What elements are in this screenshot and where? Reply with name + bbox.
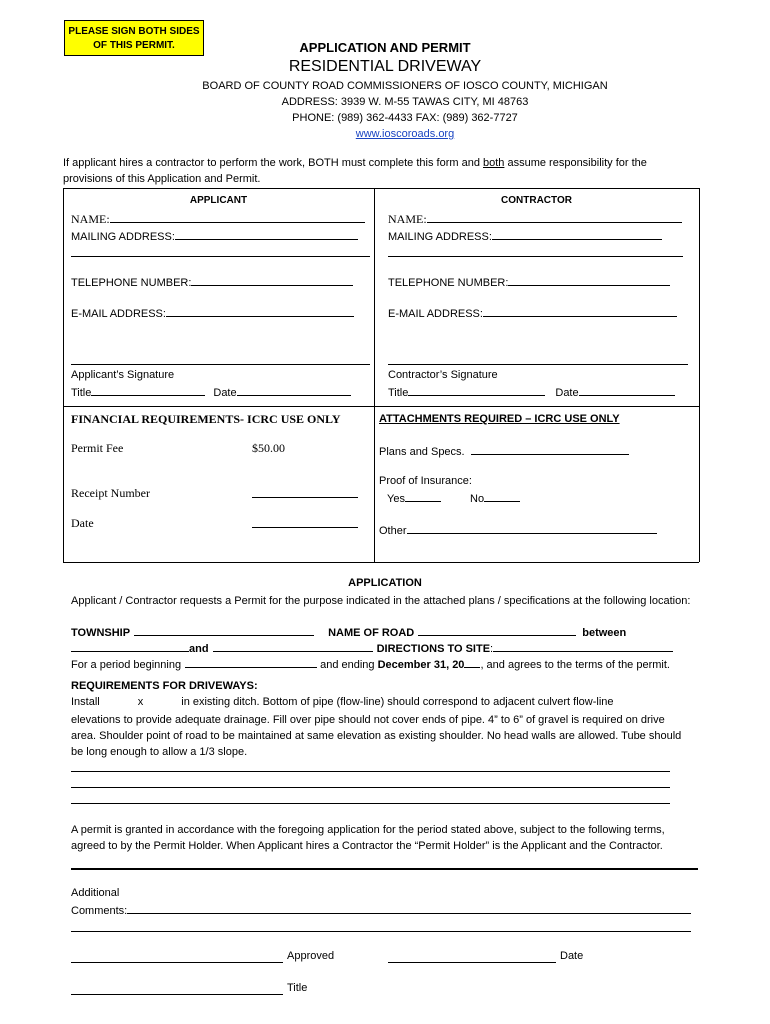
comments-label-1: Additional <box>71 887 120 899</box>
applicant-title-date-field[interactable]: Title Date <box>71 385 351 399</box>
insurance-no-field[interactable]: No <box>470 491 520 505</box>
table-right-border <box>699 188 700 562</box>
table-section-divider <box>63 406 699 407</box>
contractor-mailing-field[interactable]: MAILING ADDRESS: <box>388 229 662 243</box>
applicant-signature-label: Applicant’s Signature <box>71 369 175 381</box>
attachments-other-field[interactable]: Other <box>379 523 657 537</box>
receipt-number-line[interactable] <box>252 497 358 498</box>
approval-title-line[interactable] <box>71 994 283 995</box>
approved-label: Approved <box>287 950 335 962</box>
contractor-email-field[interactable]: E-MAIL ADDRESS: <box>388 306 677 320</box>
insurance-yes-field[interactable]: Yes <box>387 491 441 505</box>
requirements-body: elevations to provide adequate drainage. Fill over pipe should not cover ends of pipe. 4” to 6” of gravel is required on drive area. Shoulder point of road to be maintained at same elevation as existing shoulder. No head walls are allowed. Tube should be long enough to allow a 1/3 slope. <box>71 714 682 758</box>
requirements-blank-line-3[interactable] <box>71 803 670 804</box>
notice-line-2: OF THIS PERMIT. <box>93 40 175 51</box>
applicant-telephone-field[interactable]: TELEPHONE NUMBER: <box>71 275 353 289</box>
install-line: Install x in existing ditch. Bottom of pipe (flow-line) should correspond to adjacent culvert flow-line <box>71 696 614 708</box>
financial-date-label: Date <box>71 516 94 530</box>
install-x: x <box>137 696 144 708</box>
plans-specs-field[interactable]: Plans and Specs. <box>379 444 629 458</box>
table-top-border <box>63 188 699 189</box>
application-request-text: Applicant / Contractor requests a Permit for the purpose indicated in the attached plans / specifications at the following location: <box>71 595 691 607</box>
organization-website-link[interactable]: www.ioscoroads.org <box>355 128 455 140</box>
notice-line-1: PLEASE SIGN BOTH SIDES <box>68 26 200 37</box>
table-middle-divider <box>374 188 375 562</box>
approved-signature-line[interactable] <box>71 962 283 963</box>
approval-date-line[interactable] <box>388 962 556 963</box>
contractor-signature-line[interactable] <box>388 364 688 365</box>
contractor-title-date-field[interactable]: Title Date <box>388 385 675 399</box>
and-directions-line[interactable]: and DIRECTIONS TO SITE: <box>71 641 673 655</box>
contractor-signature-label: Contractor’s Signature <box>388 369 498 381</box>
applicant-signature-line[interactable] <box>71 364 370 365</box>
form-subtitle: RESIDENTIAL DRIVEWAY <box>288 58 482 75</box>
table-bottom-border <box>63 562 699 563</box>
proof-of-insurance-label: Proof of Insurance: <box>379 475 472 487</box>
grant-separator <box>71 868 698 870</box>
permit-fee-label: Permit Fee <box>71 441 124 455</box>
applicant-heading: APPLICANT <box>189 195 248 204</box>
organization-name: BOARD OF COUNTY ROAD COMMISSIONERS OF IOSCO COUNTY, MICHIGAN <box>202 80 608 92</box>
financial-date-line[interactable] <box>252 527 358 528</box>
organization-phone: PHONE: (989) 362-4433 FAX: (989) 362-7727 <box>292 112 518 124</box>
requirements-blank-line-1[interactable] <box>71 771 670 772</box>
applicant-name-field[interactable]: NAME: <box>71 212 365 227</box>
intro-paragraph: If applicant hires a contractor to perform the work, BOTH must complete this form and both assume responsibility for the provisions of this Application and Permit. <box>63 157 647 185</box>
table-left-border <box>63 188 64 562</box>
both-emphasis: both <box>483 157 505 169</box>
applicant-mailing-line-2[interactable] <box>71 256 370 257</box>
comments-line-2[interactable] <box>71 931 691 932</box>
application-heading: APPLICATION <box>348 577 422 589</box>
contractor-mailing-line-2[interactable] <box>388 256 683 257</box>
approval-date-label: Date <box>560 950 584 962</box>
organization-address: ADDRESS: 3939 W. M-55 TAWAS CITY, MI 48763 <box>281 96 529 108</box>
requirements-blank-line-2[interactable] <box>71 787 670 788</box>
receipt-number-label: Receipt Number <box>71 486 150 500</box>
applicant-mailing-field[interactable]: MAILING ADDRESS: <box>71 229 358 243</box>
form-title: APPLICATION AND PERMIT <box>299 40 471 55</box>
grant-text: A permit is granted in accordance with the foregoing application for the period stated above, subject to the following terms, agreed to by the Permit Holder. When Applicant hires a Contractor the “Permit Holder” is the Applicant and the Contractor. <box>71 824 665 852</box>
period-line[interactable]: For a period beginning and ending December 31, 20 , and agrees to the terms of the permit. <box>71 659 670 671</box>
requirements-heading: REQUIREMENTS FOR DRIVEWAYS: <box>71 680 258 692</box>
contractor-telephone-field[interactable]: TELEPHONE NUMBER: <box>388 275 670 289</box>
applicant-email-field[interactable]: E-MAIL ADDRESS: <box>71 306 354 320</box>
attachments-heading: ATTACHMENTS REQUIRED – ICRC USE ONLY <box>379 413 620 425</box>
contractor-name-field[interactable]: NAME: <box>388 212 682 227</box>
township-road-line[interactable]: TOWNSHIP NAME OF ROAD between <box>71 627 627 639</box>
comments-field[interactable]: Comments: <box>71 903 691 917</box>
approval-title-label: Title <box>287 982 308 994</box>
financial-heading: FINANCIAL REQUIREMENTS- ICRC USE ONLY <box>71 412 341 426</box>
permit-fee-value: $50.00 <box>252 441 285 455</box>
contractor-heading: CONTRACTOR <box>501 195 572 204</box>
